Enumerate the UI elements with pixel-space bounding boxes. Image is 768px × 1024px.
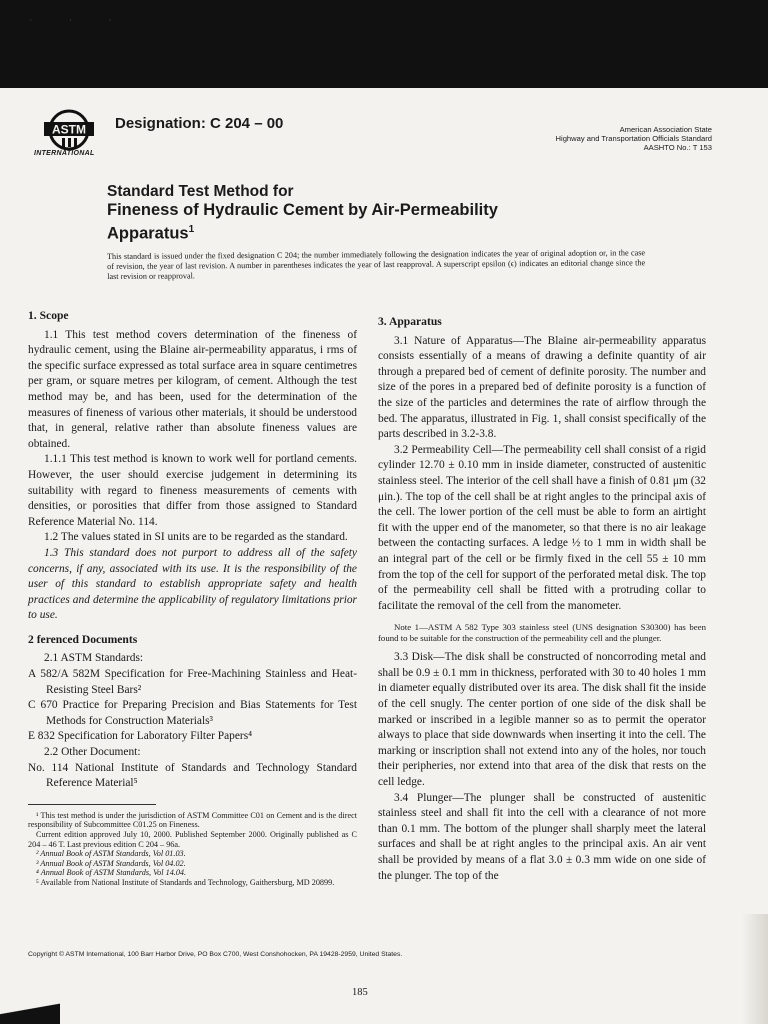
section-heading-referenced-documents: 2 ferenced Documents [28, 632, 138, 646]
reference-c670: C 670 Practice for Preparing Precision and Bias Statements for Test Methods for Construction Materials³ [28, 699, 357, 727]
paragraph-3-2: 3.2 Permeability Cell—The permeability cell shall consist of a rigid cylinder 12.70 ± 0.10 mm in inside diameter, constructed of austenitic stainless steel. The interior of the cell shall have a finish of 0.81 μm (32 μin.). The top of the cell shall be at right angles to the principal axis of the cell. The lower portion of the cell must be able to form an airtight fit with the upper end of the manometer, so that there is no air leakage between the contacting surfaces. A ledge ½ to 1 mm in width shall be an integral part of the cell or be firmly fixed in the cell 55 ± 10 mm from the top of the cell for support of the perforated metal disk. The top of the permeability cell shall be fitted with a protruding collar to facilitate the removal of the cell from the manometer. [378, 443, 706, 612]
footnote-3: ³ Annual Book of ASTM Standards, Vol 04.02. [36, 858, 186, 868]
title-line3: Apparatus [107, 224, 189, 243]
aashto-reference [556, 125, 712, 152]
right-column [378, 314, 706, 884]
svg-text:ASTM: ASTM [52, 122, 86, 137]
aashto-line: Highway and Transportation Officials Standard [555, 134, 712, 143]
aashto-line: American Association State [619, 125, 712, 134]
paragraph-1-1-1: 1.1.1 This test method is known to work well for portland cements. However, the user should exercise judgement in determining its suitability with regard to fineness measurements of cements with densities, or porosities that differ from those assigned to Standard Reference Material No. 114. [28, 453, 357, 528]
section-heading-scope: 1. Scope [28, 309, 69, 322]
footnote-rule [28, 804, 156, 805]
paragraph-3-1: 3.1 Nature of Apparatus—The Blaine air-permeability apparatus consists essentially of a means of drawing a definite quantity of air through a prepared bed of cement of definite porosity. The number and size of the pores in a prepared bed of definite porosity is a function of the size of the particles and determines the rate of airflow through the bed. The apparatus, illustrated in Fig. 1, shall consist specifically of the parts described in 3.2-3.8. [378, 334, 706, 441]
issuance-note: This standard is issued under the fixed designation C 204; the number immediately following the designation indicates the year of original adoption or, in the case of revision, the year of last revision. A number in parentheses indicates the year of last reapproval. A superscript epsilon (ϵ) indicates an editorial change since the last revision or reapproval. [107, 248, 646, 281]
paragraph-1-2: 1.2 The values stated in SI units are to be regarded as the standard. [44, 531, 348, 544]
title-footnote-mark: 1 [188, 224, 195, 235]
paragraph-1-3: 1.3 This standard does not purport to address all of the safety concerns, if any, associated with its use. It is the responsibility of the user of this standard to establish appropriate safety and health practices and determine the applicability of regulatory limitations prior to use. [28, 546, 357, 622]
footnote-1: ¹ This test method is under the jurisdiction of ASTM Committee C01 on Cement and is the direct responsibility of Subcommittee C01.25 on Fineness. [28, 810, 357, 830]
aashto-line: AASHTO No.: T 153 [643, 143, 712, 152]
reference-no114: No. 114 National Institute of Standards and Technology Standard Reference Material⁵ [28, 761, 357, 790]
footnote-4: ⁴ Annual Book of ASTM Standards, Vol 14.04. [36, 868, 187, 878]
note-1: Note 1—ASTM A 582 Type 303 stainless steel (UNS designation S30300) has been found to be suitable for the construction of the permeability cell and the plunger. [378, 622, 706, 644]
paragraph-2-2: 2.2 Other Document: [44, 746, 141, 759]
paragraph-2-1: 2.1 ASTM Standards: [44, 652, 144, 665]
scan-noise: · · · [30, 18, 129, 24]
footnote-5: ⁵ Available from National Institute of Standards and Technology, Gaithersburg, MD 20899. [36, 877, 335, 887]
title-line [107, 220, 498, 244]
document-title [107, 183, 498, 244]
section-heading-apparatus: 3. Apparatus [378, 315, 442, 328]
footnote-2: ² Annual Book of ASTM Standards, Vol 01.03. [36, 849, 186, 859]
scan-corner-dark [0, 1000, 60, 1024]
footnote-1-edition: Current edition approved July 10, 2000. Published September 2000. Originally published as C 204 – 46 T. Last previous edition C 204 – 96a. [28, 830, 357, 849]
title-line: Standard Test Method for [107, 183, 294, 200]
page-number: 185 [352, 987, 368, 998]
reference-e832: E 832 Specification for Laboratory Filter Papers⁴ [28, 730, 253, 743]
scan-edge-shadow [742, 914, 768, 1024]
scan-dark-border [0, 0, 768, 88]
logo-caption: INTERNATIONAL [34, 150, 95, 157]
left-column [28, 308, 357, 888]
reference-a582: A 582/A 582M Specification for Free-Machining Stainless and Heat-Resisting Steel Bars² [28, 668, 357, 696]
paragraph-1-1: 1.1 This test method covers determination of the fineness of hydraulic cement, using the Blaine air-permeability apparatus, i rms of the specific surface expressed as total surface area in square centimetres per gram, or square metres per kilogram, of cement. Although the test method may be, and has been, used for the determination of the measures of fineness of various other materials, it should be understood that, in general, relative rather than absolute fineness values are obtained. [28, 328, 357, 450]
paragraph-3-3: 3.3 Disk—The disk shall be constructed of noncorroding metal and shall be 0.9 ± 0.1 mm in thickness, perforated with 30 to 40 holes 1 mm in diameter equally distributed over its area. The disk shall fit the inside of the cell snugly. The center portion of one side of the disk shall be marked or inscribed in a legible manner so as to permit the operator always to place that side downwards when inserting it into the cell. The marking or inscription shall not extend into any of the holes, nor touch their peripheries, nor extend into that area of the disk that rests on the cell ledge. [378, 651, 706, 789]
title-line: Fineness of Hydraulic Cement by Air-Permeability [107, 201, 498, 219]
designation: Designation: C 204 – 00 [115, 115, 284, 132]
paragraph-3-4: 3.4 Plunger—The plunger shall be constructed of austenitic stainless steel and shall fit into the cell with a clearance of not more than 0.1 mm. The bottom of the plunger shall sharply meet the lateral surfaces and shall be at right angles to the principal axis. An air vent shall be provided by means of a flat 3.0 ± 0.3 mm wide on one side of the plunger. The top of the [378, 791, 706, 882]
copyright-line: Copyright © ASTM International, 100 Barr Harbor Drive, PO Box C700, West Conshohocken, PA 19428-2959, United States. [28, 951, 403, 958]
